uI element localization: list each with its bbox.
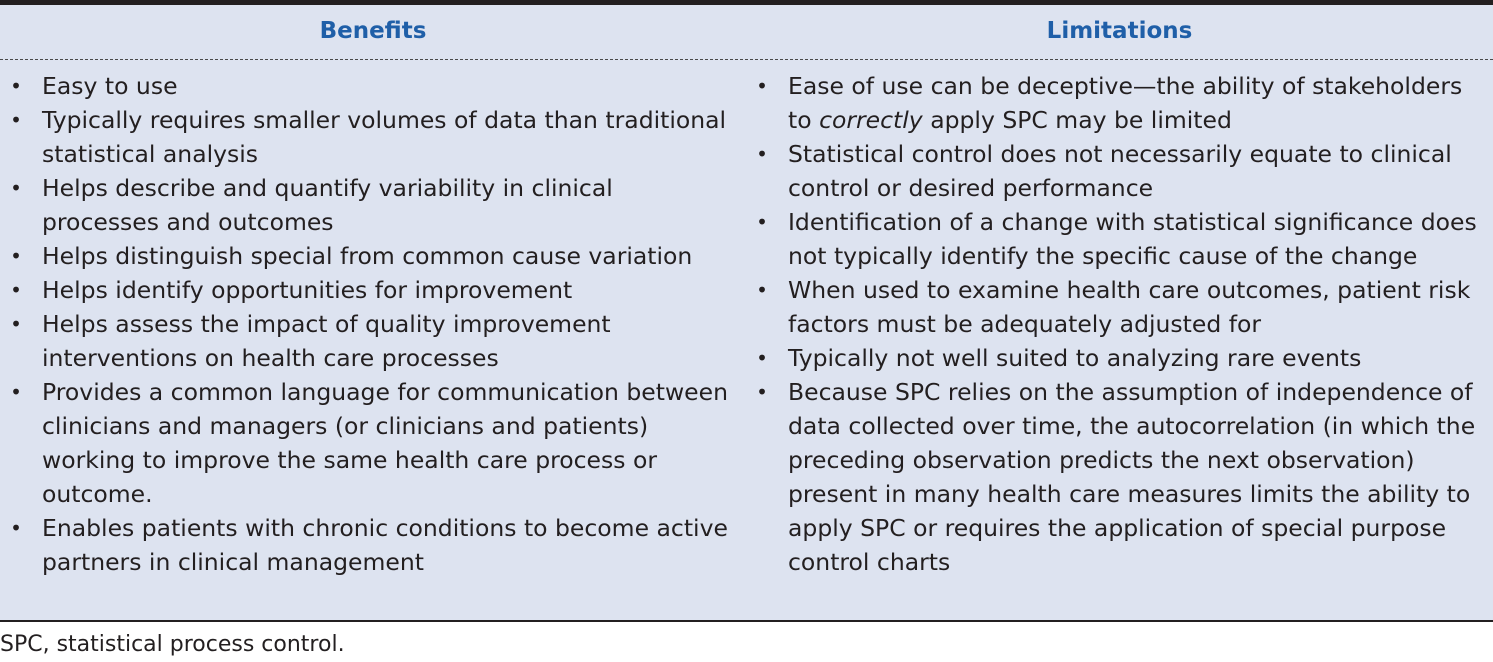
limitations-column-header: Limitations: [1046, 18, 1193, 44]
benefit-item: [10, 511, 735, 579]
bullet-icon: •: [10, 74, 22, 98]
limitation-text: Statistical control does not necessarily equate to clinical control or desired performance: [788, 140, 1452, 202]
bullet-icon: •: [756, 210, 768, 234]
limitation-item: [756, 205, 1489, 273]
limitation-text-part: Ease of use can be deceptive—the ability of stakeholders to: [788, 72, 1463, 134]
benefit-item: [10, 375, 735, 511]
benefit-text: Helps identify opportunities for improvement: [42, 276, 573, 304]
limitation-text: When used to examine health care outcomes, patient risk factors must be adequately adjusted for: [788, 276, 1471, 338]
benefit-item: [10, 307, 735, 375]
benefit-item: [10, 171, 735, 239]
benefit-item: [10, 239, 735, 273]
limitation-text: Identification of a change with statistical significance does not typically identify the specific cause of the change: [788, 208, 1477, 270]
bullet-icon: •: [10, 176, 22, 200]
limitation-item: [756, 69, 1489, 137]
bullet-icon: •: [756, 278, 768, 302]
benefit-item: [10, 69, 735, 103]
table-footnote: SPC, statistical process control.: [0, 632, 345, 657]
bullet-icon: •: [10, 278, 22, 302]
bullet-icon: •: [756, 380, 768, 404]
limitation-text: [788, 72, 1462, 134]
benefit-text: Easy to use: [42, 72, 178, 100]
benefit-item: [10, 273, 735, 307]
bullet-icon: •: [756, 142, 768, 166]
limitation-text: Typically not well suited to analyzing rare events: [788, 344, 1362, 372]
limitation-item: [756, 137, 1489, 205]
bullet-icon: •: [10, 380, 22, 404]
benefit-text: Helps assess the impact of quality improvement interventions on health care processes: [42, 310, 611, 372]
bullet-icon: •: [10, 244, 22, 268]
limitation-item: [756, 375, 1489, 579]
bullet-icon: •: [10, 108, 22, 132]
benefits-column-header: Benefits: [319, 18, 427, 44]
benefits-list: [10, 69, 735, 579]
limitation-item: [756, 341, 1489, 375]
limitations-list: [756, 69, 1489, 579]
benefit-text: Helps describe and quantify variability in clinical processes and outcomes: [42, 174, 613, 236]
limitation-emphasis: correctly: [819, 106, 923, 134]
benefit-text: Helps distinguish special from common cause variation: [42, 242, 693, 270]
bullet-icon: •: [756, 346, 768, 370]
limitation-text: Because SPC relies on the assumption of independence of data collected over time, the autocorrelation (in which the preceding observation predicts the next observation) present in many health care measures limits the ability to apply SPC or requires the application of special purpose control charts: [788, 378, 1476, 576]
benefit-text: Enables patients with chronic conditions to become active partners in clinical management: [42, 514, 728, 576]
limitation-item: [756, 273, 1489, 341]
benefit-text: Provides a common language for communication between clinicians and managers (or clinicians and patients) working to improve the same health care process or outcome.: [42, 378, 728, 508]
limitation-text-part: apply SPC may be limited: [922, 106, 1232, 134]
benefit-item: [10, 103, 735, 171]
bullet-icon: •: [10, 312, 22, 336]
bullet-icon: •: [756, 74, 768, 98]
bullet-icon: •: [10, 516, 22, 540]
benefit-text: Typically requires smaller volumes of data than traditional statistical analysis: [42, 106, 727, 168]
table-header-row: [0, 10, 1493, 60]
